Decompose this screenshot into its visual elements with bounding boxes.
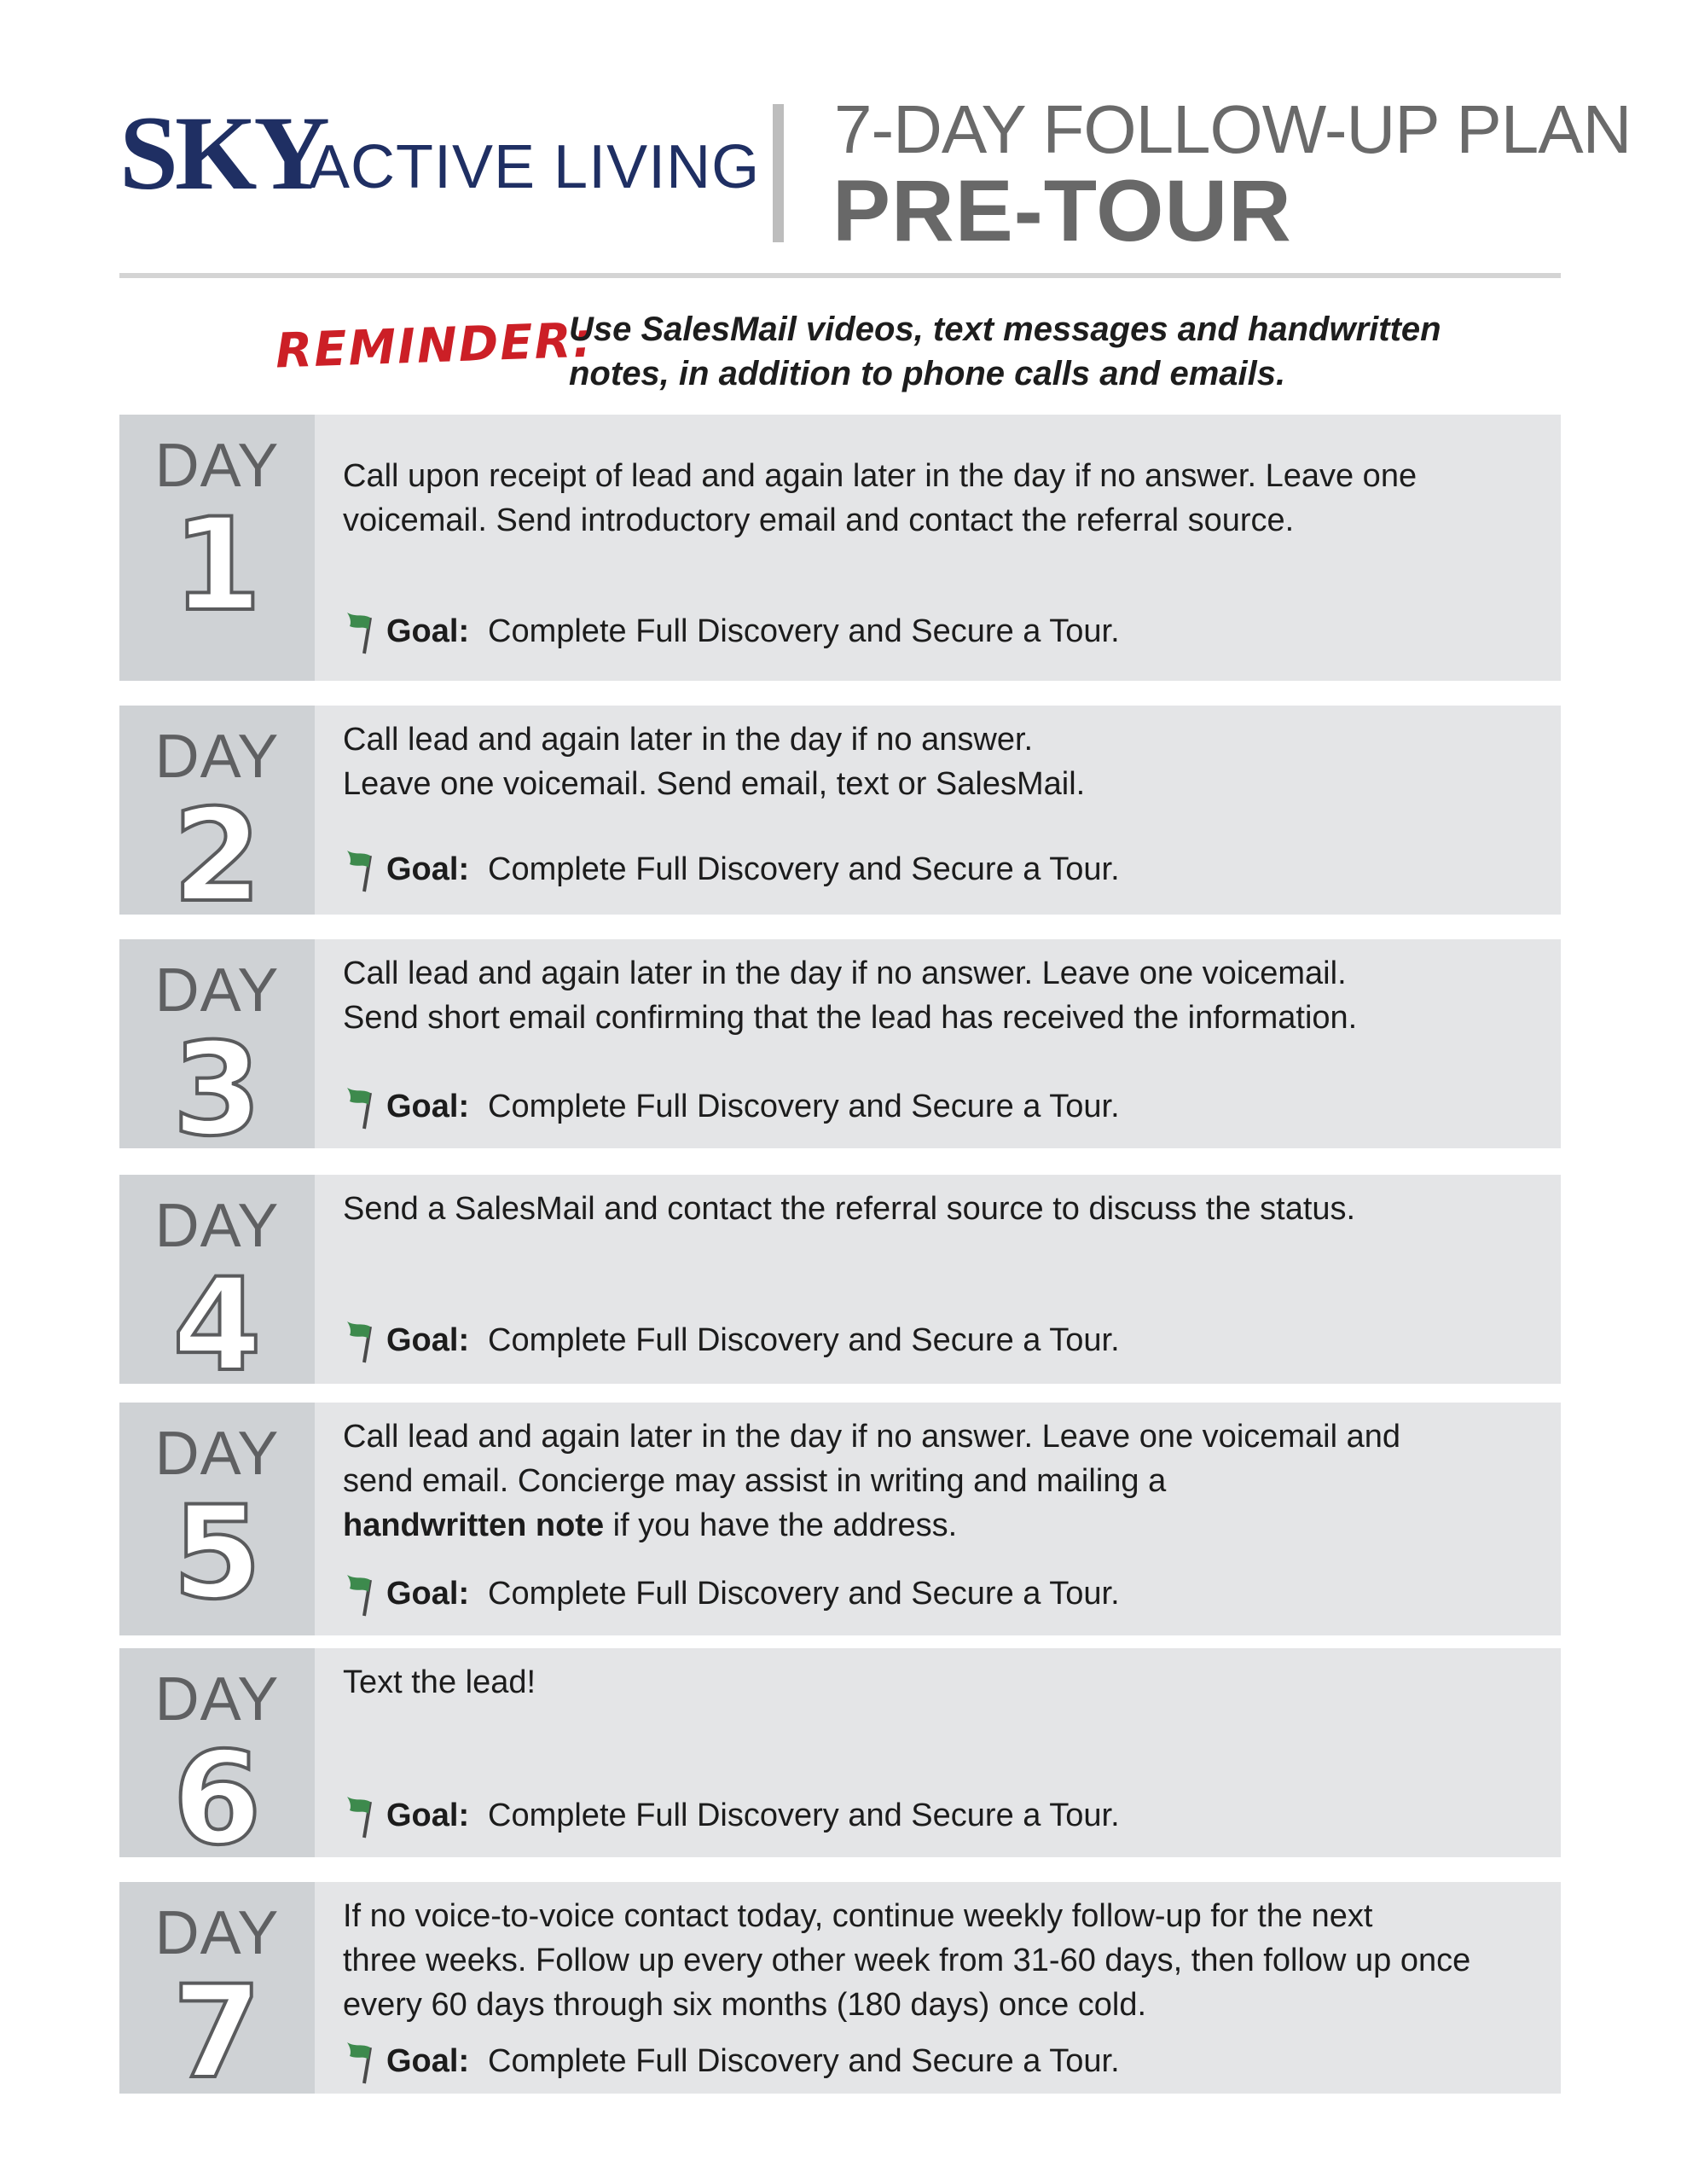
reminder-label: REMINDER: [274, 312, 595, 380]
day-word: DAY [154, 432, 280, 500]
goal-label: Goal: [386, 1576, 470, 1612]
description-line: Call lead and again later in the day if no answer. [343, 722, 1034, 758]
goal-label: Goal: [386, 1322, 470, 1358]
day-number: 5 [172, 1479, 262, 1628]
day-row-5 [119, 1403, 1561, 1635]
goal-text: Complete Full Discovery and Secure a Tour. [488, 2043, 1120, 2079]
goal-label: Goal: [386, 1798, 470, 1833]
description-line: Leave one voicemail. Send email, text or SalesMail. [343, 766, 1086, 802]
day-word: DAY [154, 1192, 280, 1260]
description-line: Call upon receipt of lead and again later in the day if no answer. Leave one [343, 458, 1417, 494]
day-number: 1 [172, 491, 262, 640]
day-number: 2 [172, 782, 262, 931]
day-description [343, 454, 1537, 543]
reminder-text: Use SalesMail videos, text messages and handwritten notes, in addition to phone calls and emails. [569, 311, 1441, 392]
goal-text: Complete Full Discovery and Secure a Tour. [488, 613, 1120, 649]
flag-icon [345, 1792, 389, 1839]
flag-icon [345, 1083, 389, 1130]
day-description [343, 951, 1537, 1040]
day-row-1 [119, 415, 1561, 681]
flag-icon [345, 1570, 389, 1618]
flag-icon [345, 845, 389, 893]
description-line: If no voice-to-voice contact today, continue weekly follow-up for the next [343, 1898, 1373, 1934]
day-word: DAY [154, 723, 280, 791]
goal-label: Goal: [386, 1089, 470, 1124]
description-line: every 60 days through six months (180 days) once cold. [343, 1987, 1147, 2023]
description-line: Send short email confirming that the lead has received the information. [343, 1000, 1358, 1036]
plan-title: 7-DAY FOLLOW-UP PLAN [834, 91, 1632, 167]
description-line: Call lead and again later in the day if no answer. Leave one voicemail and [343, 1419, 1401, 1455]
day-number-panel [119, 1403, 315, 1635]
day-description [343, 1187, 1537, 1231]
goal-text: Complete Full Discovery and Secure a Tour. [488, 1322, 1120, 1358]
description-line: Text the lead! [343, 1664, 536, 1700]
emphasis-text: handwritten note [343, 1507, 605, 1543]
logo: SKY [119, 95, 327, 212]
description-line: three weeks. Follow up every other week from 31-60 days, then follow up once [343, 1943, 1471, 1978]
day-number-panel [119, 1648, 315, 1873]
day-description [343, 717, 1537, 806]
day-word: DAY [154, 1899, 280, 1967]
description-line: voicemail. Send introductory email and contact the referral source. [343, 502, 1295, 538]
day-number-panel [119, 1175, 315, 1400]
day-number-panel [119, 706, 315, 931]
page-header [0, 0, 1687, 282]
day-description [343, 1894, 1537, 2027]
day-row-3 [119, 939, 1561, 1165]
plan-subtitle: PRE-TOUR [832, 162, 1292, 259]
day-row-4 [119, 1175, 1561, 1400]
goal-text: Complete Full Discovery and Secure a Tour. [488, 1576, 1120, 1612]
day-number: 6 [172, 1725, 262, 1873]
flag-icon [345, 1316, 389, 1364]
header-divider [773, 104, 784, 242]
description-line [343, 1503, 1537, 1548]
day-number: 4 [172, 1252, 262, 1400]
day-word: DAY [154, 1665, 280, 1734]
day-number: 3 [172, 1016, 262, 1165]
description-line: Call lead and again later in the day if no answer. Leave one voicemail. [343, 956, 1347, 991]
flag-icon [345, 607, 389, 655]
logo-subtitle: ACTIVE LIVING [309, 133, 761, 201]
goal-text: Complete Full Discovery and Secure a Tour. [488, 851, 1120, 887]
day-row-7 [119, 1882, 1561, 2107]
day-number-panel [119, 415, 315, 681]
day-description [343, 1660, 1537, 1705]
day-row-6 [119, 1648, 1561, 1873]
goal-label: Goal: [386, 851, 470, 887]
day-word: DAY [154, 1420, 280, 1488]
flag-icon [345, 2037, 389, 2085]
day-word: DAY [154, 956, 280, 1025]
goal-text: Complete Full Discovery and Secure a Tour. [488, 1089, 1120, 1124]
day-description [343, 1414, 1537, 1548]
description-text: if you have the address. [604, 1507, 958, 1543]
day-row-2 [119, 706, 1561, 931]
description-line: Send a SalesMail and contact the referral source to discuss the status. [343, 1191, 1356, 1227]
day-number-panel [119, 1882, 315, 2107]
goal-label: Goal: [386, 2043, 470, 2079]
description-line: send email. Concierge may assist in writing and mailing a [343, 1463, 1167, 1499]
day-number-panel [119, 939, 315, 1165]
goal-text: Complete Full Discovery and Secure a Tour. [488, 1798, 1120, 1833]
header-rule [119, 273, 1561, 278]
day-number: 7 [172, 1959, 262, 2107]
goal-label: Goal: [386, 613, 470, 649]
